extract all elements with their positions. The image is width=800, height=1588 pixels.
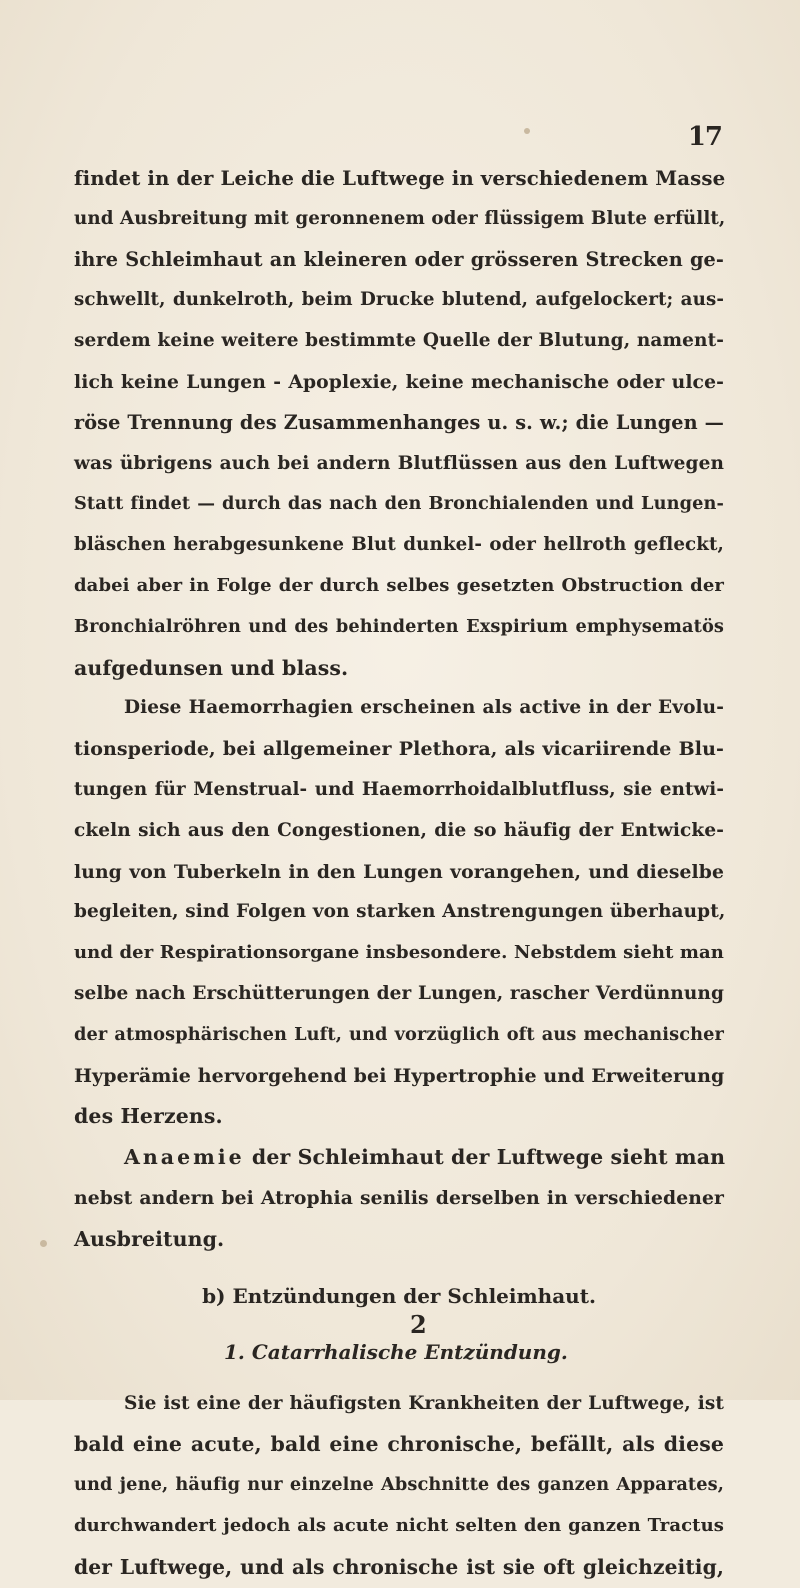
signature-mark: 2 bbox=[410, 1310, 427, 1339]
text-line: nebst andern bei Atrophia senilis derselben in verschiedener bbox=[74, 1186, 724, 1209]
text-line: findet in der Leiche die Luftwege in verschiedenem Masse bbox=[74, 166, 726, 190]
page-number: 17 bbox=[687, 122, 722, 152]
text-run: der Schleimhaut der Luftwege sieht man bbox=[244, 1145, 726, 1170]
ink-speck bbox=[524, 128, 530, 134]
text-line: selbe nach Erschütterungen der Lungen, rascher Verdünnung bbox=[74, 982, 724, 1004]
text-line: tungen für Menstrual- und Haemorrhoidalblutfluss, sie entwi- bbox=[74, 778, 724, 800]
text-line: lich keine Lungen - Apoplexie, keine mechanische oder ulce- bbox=[74, 370, 724, 393]
text-line: aufgedunsen und blass. bbox=[74, 655, 349, 680]
paragraph-3 bbox=[74, 1137, 724, 1259]
paragraph-1 bbox=[74, 158, 724, 688]
text-line: bläschen herabgesunkene Blut dunkel- oder hellroth gefleckt, bbox=[74, 534, 724, 556]
text-line: der Luftwege, und als chronische ist sie oft gleichzeitig, bbox=[74, 1554, 724, 1579]
text-line bbox=[74, 1137, 724, 1178]
text-line: ihre Schleimhaut an kleineren oder grösseren Strecken ge- bbox=[74, 247, 724, 271]
text-line: des Herzens. bbox=[74, 1104, 223, 1129]
ink-speck bbox=[40, 1240, 47, 1247]
paragraph-2 bbox=[74, 688, 724, 1137]
text-line: serdem keine weitere bestimmte Quelle der Blutung, nament- bbox=[74, 330, 724, 352]
paragraph-4 bbox=[74, 1384, 724, 1588]
text-line: Statt findet — durch das nach den Bronchialenden und Lungen- bbox=[74, 493, 724, 515]
text-line: Diese Haemorrhagien erscheinen als active in der Evolu- bbox=[124, 697, 724, 719]
text-line: Bronchialröhren und des behinderten Exspirium emphysematös bbox=[74, 615, 724, 637]
text-line: röse Trennung des Zusammenhanges u. s. w.; die Lungen — bbox=[74, 410, 724, 434]
text-line: lung von Tuberkeln in den Lungen vorangehen, und dieselbe bbox=[74, 860, 724, 883]
text-line: Sie ist eine der häufigsten Krankheiten der Luftwege, ist bbox=[124, 1392, 724, 1414]
text-line: und Ausbreitung mit geronnenem oder flüssigem Blute erfüllt, bbox=[74, 207, 726, 229]
body-text bbox=[74, 158, 724, 1588]
text-line: der atmosphärischen Luft, und vorzüglich oft aus mechanischer bbox=[74, 1023, 724, 1045]
text-line: was übrigens auch bei andern Blutflüssen aus den Luftwegen bbox=[74, 452, 724, 474]
emphasized-term: Anaemie bbox=[124, 1145, 245, 1170]
text-line: Ausbreitung. bbox=[74, 1226, 225, 1251]
text-line: tionsperiode, bei allgemeiner Plethora, als vicariirende Blu- bbox=[74, 738, 724, 761]
text-line: begleiten, sind Folgen von starken Anstrengungen überhaupt, bbox=[74, 901, 726, 923]
subsection-heading: 1. Catarrhalische Entzündung. bbox=[224, 1339, 568, 1364]
text-line: Hyperämie hervorgehend bei Hypertrophie und Erweiterung bbox=[74, 1064, 725, 1087]
section-heading: b) Entzündungen der Schleimhaut. bbox=[202, 1283, 596, 1308]
text-line: schwellt, dunkelroth, beim Drucke blutend, aufgelockert; aus- bbox=[74, 289, 724, 311]
text-line: und der Respirationsorgane insbesondere. Nebstdem sieht man bbox=[74, 942, 724, 964]
text-line: bald eine acute, bald eine chronische, befällt, als diese bbox=[74, 1432, 724, 1457]
text-line: durchwandert jedoch als acute nicht selten den ganzen Tractus bbox=[74, 1514, 724, 1536]
text-line: dabei aber in Folge der durch selbes gesetzten Obstruction der bbox=[74, 574, 724, 596]
text-line: und jene, häufig nur einzelne Abschnitte des ganzen Apparates, bbox=[74, 1474, 724, 1496]
text-line: ckeln sich aus den Congestionen, die so häufig der Entwicke- bbox=[74, 819, 724, 841]
